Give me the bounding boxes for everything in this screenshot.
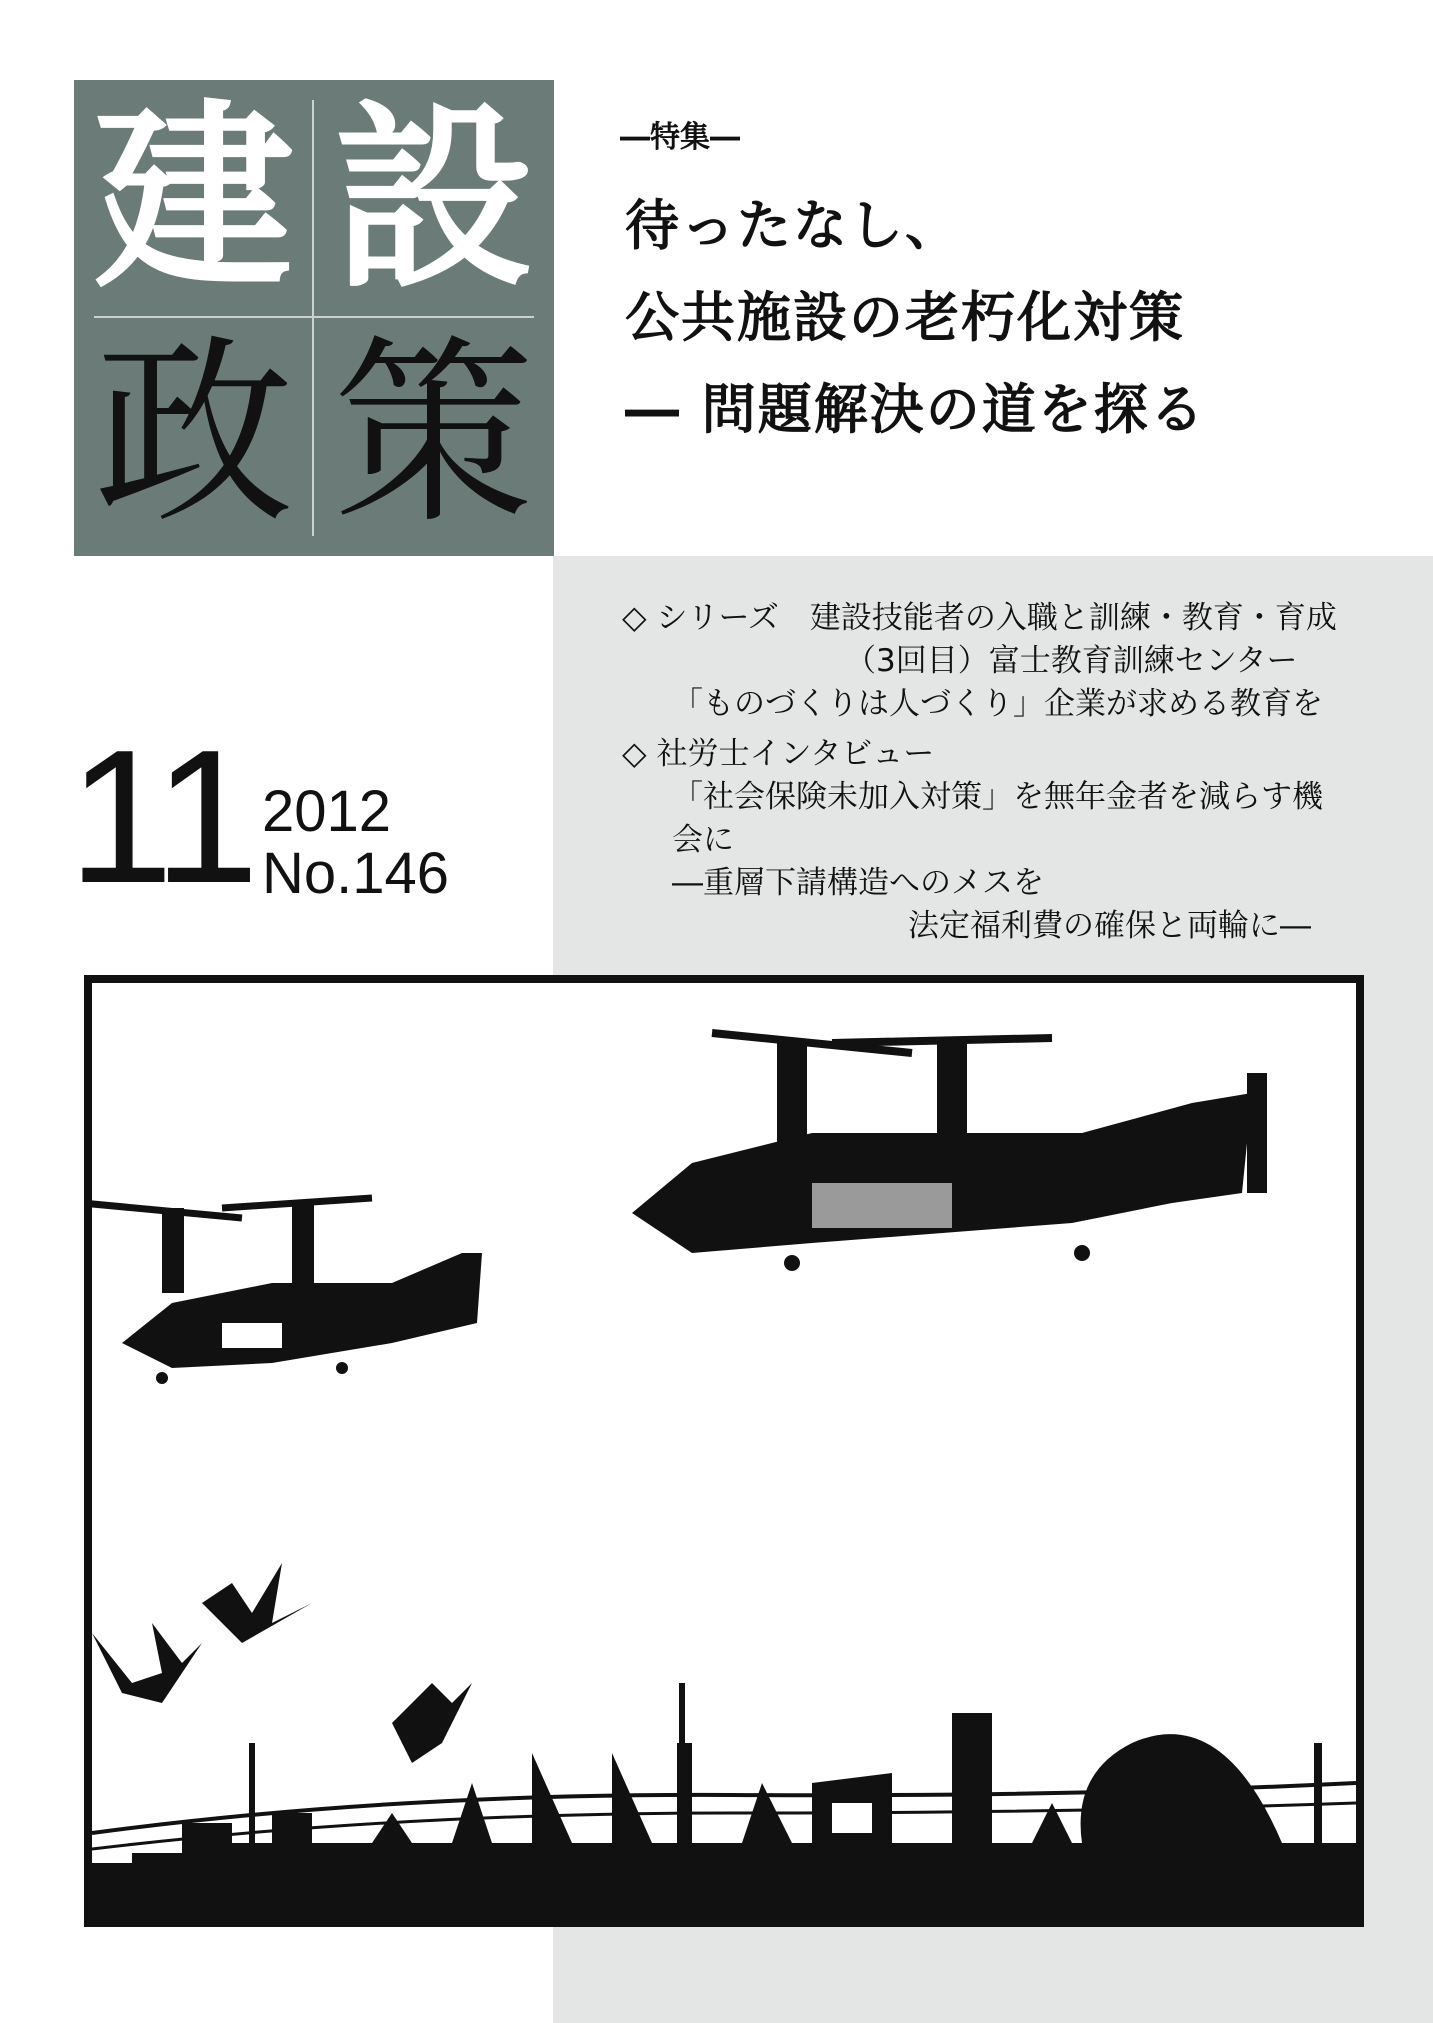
masthead-char-4: 策 [333,318,534,551]
feature-label: ―特集― [620,120,740,155]
masthead-char-3: 政 [93,318,294,551]
tiltrotor-aircraft-large [632,1033,1267,1271]
toc-item-1-line-1 [622,592,1337,637]
toc-item-1-line-2: （3回目）富士教育訓練センター [845,643,1298,679]
cover-illustration [84,975,1364,1927]
bird-silhouette [92,1623,202,1703]
headline-line-1: 待ったなし、 [625,194,961,257]
headline-line-3: ― 問題解決の道を探る [625,378,1206,441]
headline-line-2: 公共施設の老朽化対策 [625,286,1185,349]
silhouette-art [92,983,1356,1919]
toc-item-1-line-3: 「ものづくりは人づくり」企業が求める教育を [672,686,1323,722]
bird-silhouette [392,1683,472,1763]
artist-signature: H.S [104,1871,146,1896]
masthead-char-2: 設 [333,83,534,316]
issue-year: 2012 [262,779,392,844]
toc-item-2-line-1 [622,728,934,773]
toc-text: 社労士インタビュー [656,736,935,772]
masthead-divider-vertical [312,100,314,536]
diamond-icon: ◇ [622,734,647,772]
masthead [74,80,554,556]
masthead-char-1: 建 [93,83,294,316]
bird-silhouette [202,1563,312,1643]
toc-item-2-line-5: 法定福利費の確保と両輪に― [908,908,1311,944]
building-window [832,1803,872,1833]
tiltrotor-aircraft-small [92,1198,482,1384]
toc-item-2-line-3: 会に [672,822,734,858]
city-skyline [92,1713,1356,1919]
issue-month: 11 [68,711,254,923]
toc-item-2-line-2: 「社会保険未加入対策」を無年金者を減らす機 [672,779,1323,815]
issue-number: No.146 [262,841,450,906]
toc-text: シリーズ 建設技能者の入職と訓練・教育・育成 [656,600,1337,636]
toc-item-2-line-4: ―重層下請構造へのメスを [672,865,1044,901]
diamond-icon: ◇ [622,598,647,636]
